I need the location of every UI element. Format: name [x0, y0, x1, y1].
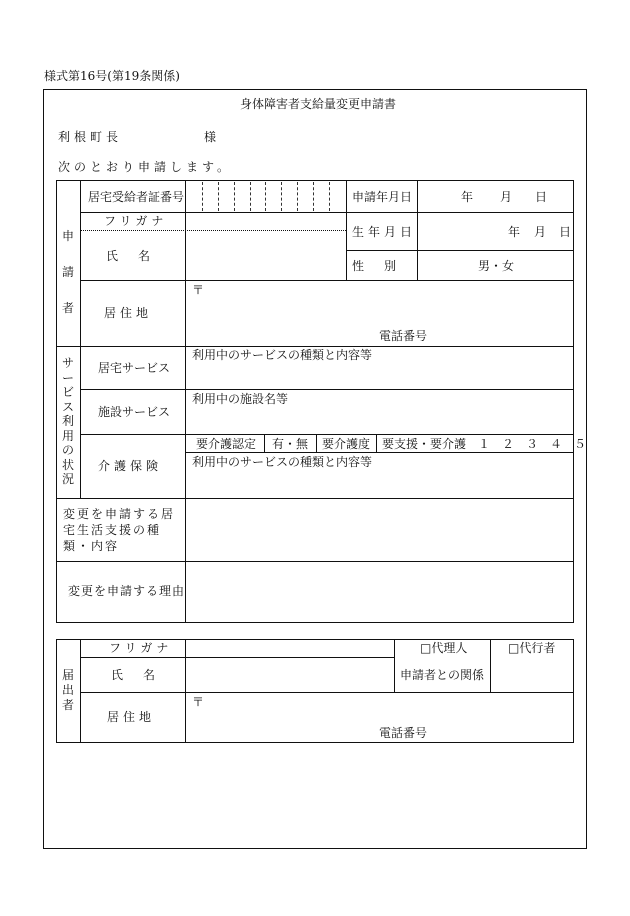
birth-date-label: 生年月日	[352, 225, 417, 239]
sex-label: 性 別	[352, 259, 401, 273]
agent-checkbox[interactable]: □代理人	[420, 641, 468, 655]
relation-field[interactable]	[491, 658, 573, 692]
sex-options[interactable]: 男・女	[478, 259, 515, 273]
submitter-name-label: 氏 名	[111, 668, 160, 682]
birth-day: 日	[559, 225, 572, 239]
home-service-label: 居宅サービス	[98, 361, 171, 375]
addressee: 利根町長	[58, 130, 123, 144]
relation-label: 申請者との関係	[400, 668, 485, 682]
birth-date-field[interactable]	[418, 213, 573, 250]
care-insurance-label: 介護保険	[98, 459, 163, 473]
application-month: 月	[500, 190, 513, 204]
form-title: 身体障害者支給量変更申請書	[240, 97, 397, 111]
honorific: 様	[204, 130, 217, 144]
birth-year: 年	[508, 225, 521, 239]
change-type-field[interactable]	[186, 499, 573, 561]
applicant-furigana-field[interactable]	[186, 213, 346, 230]
care-cert-label: 要介護認定	[196, 437, 257, 451]
application-date-field[interactable]	[418, 181, 573, 212]
cert-number-field[interactable]	[186, 181, 346, 212]
care-level-options[interactable]: 要支援・要介護 １ ２ ３ ４ ５	[382, 437, 587, 451]
service-section-label: サービス利用の状況	[61, 356, 74, 486]
change-reason-label: 変更を申請する理由	[68, 584, 186, 598]
applicant-postal-mark: 〒	[192, 283, 205, 297]
home-service-field[interactable]	[186, 347, 573, 389]
cert-number-label: 居宅受給者証番号	[88, 190, 185, 204]
applicant-name-label: 氏 名	[106, 249, 155, 263]
application-year: 年	[461, 190, 474, 204]
applicant-furigana-label: フリガナ	[104, 214, 168, 228]
care-service-note: 利用中のサービスの種類と内容等	[192, 455, 373, 469]
submitter-address-label: 居住地	[107, 710, 156, 724]
applicant-address-field[interactable]	[186, 281, 573, 346]
change-type-label: 変更を申請する居宅生活支援の種類・内容	[63, 507, 176, 553]
facility-service-note: 利用中の施設名等	[192, 392, 289, 406]
birth-month: 月	[534, 225, 547, 239]
submitter-postal-mark: 〒	[192, 695, 205, 709]
form-number: 様式第16号(第19条関係)	[44, 69, 180, 83]
applicant-section-label: 申請者	[61, 229, 74, 315]
submitter-address-field[interactable]	[186, 693, 573, 742]
facility-service-label: 施設サービス	[98, 405, 171, 419]
care-service-field[interactable]	[186, 453, 573, 498]
submitter-name-field[interactable]	[186, 658, 394, 692]
care-level-label: 要介護度	[322, 437, 371, 451]
submitter-furigana-label: フリガナ	[109, 641, 173, 655]
home-service-note: 利用中のサービスの種類と内容等	[192, 348, 373, 362]
submitter-section-label: 届出者	[61, 668, 74, 712]
applicant-address-label: 居住地	[104, 306, 153, 320]
submitter-phone-label: 電話番号	[379, 726, 428, 740]
application-day: 日	[535, 190, 548, 204]
application-date-label: 申請年月日	[352, 190, 413, 204]
submitter-furigana-field[interactable]	[186, 640, 394, 657]
intro-text: 次のとおり申請します。	[58, 160, 234, 174]
applicant-phone-label: 電話番号	[379, 329, 428, 343]
proxy-checkbox[interactable]: □代行者	[508, 641, 556, 655]
applicant-name-field[interactable]	[186, 231, 346, 280]
care-cert-options[interactable]: 有・無	[272, 437, 309, 451]
facility-service-field[interactable]	[186, 390, 573, 434]
change-reason-field[interactable]	[186, 562, 573, 622]
